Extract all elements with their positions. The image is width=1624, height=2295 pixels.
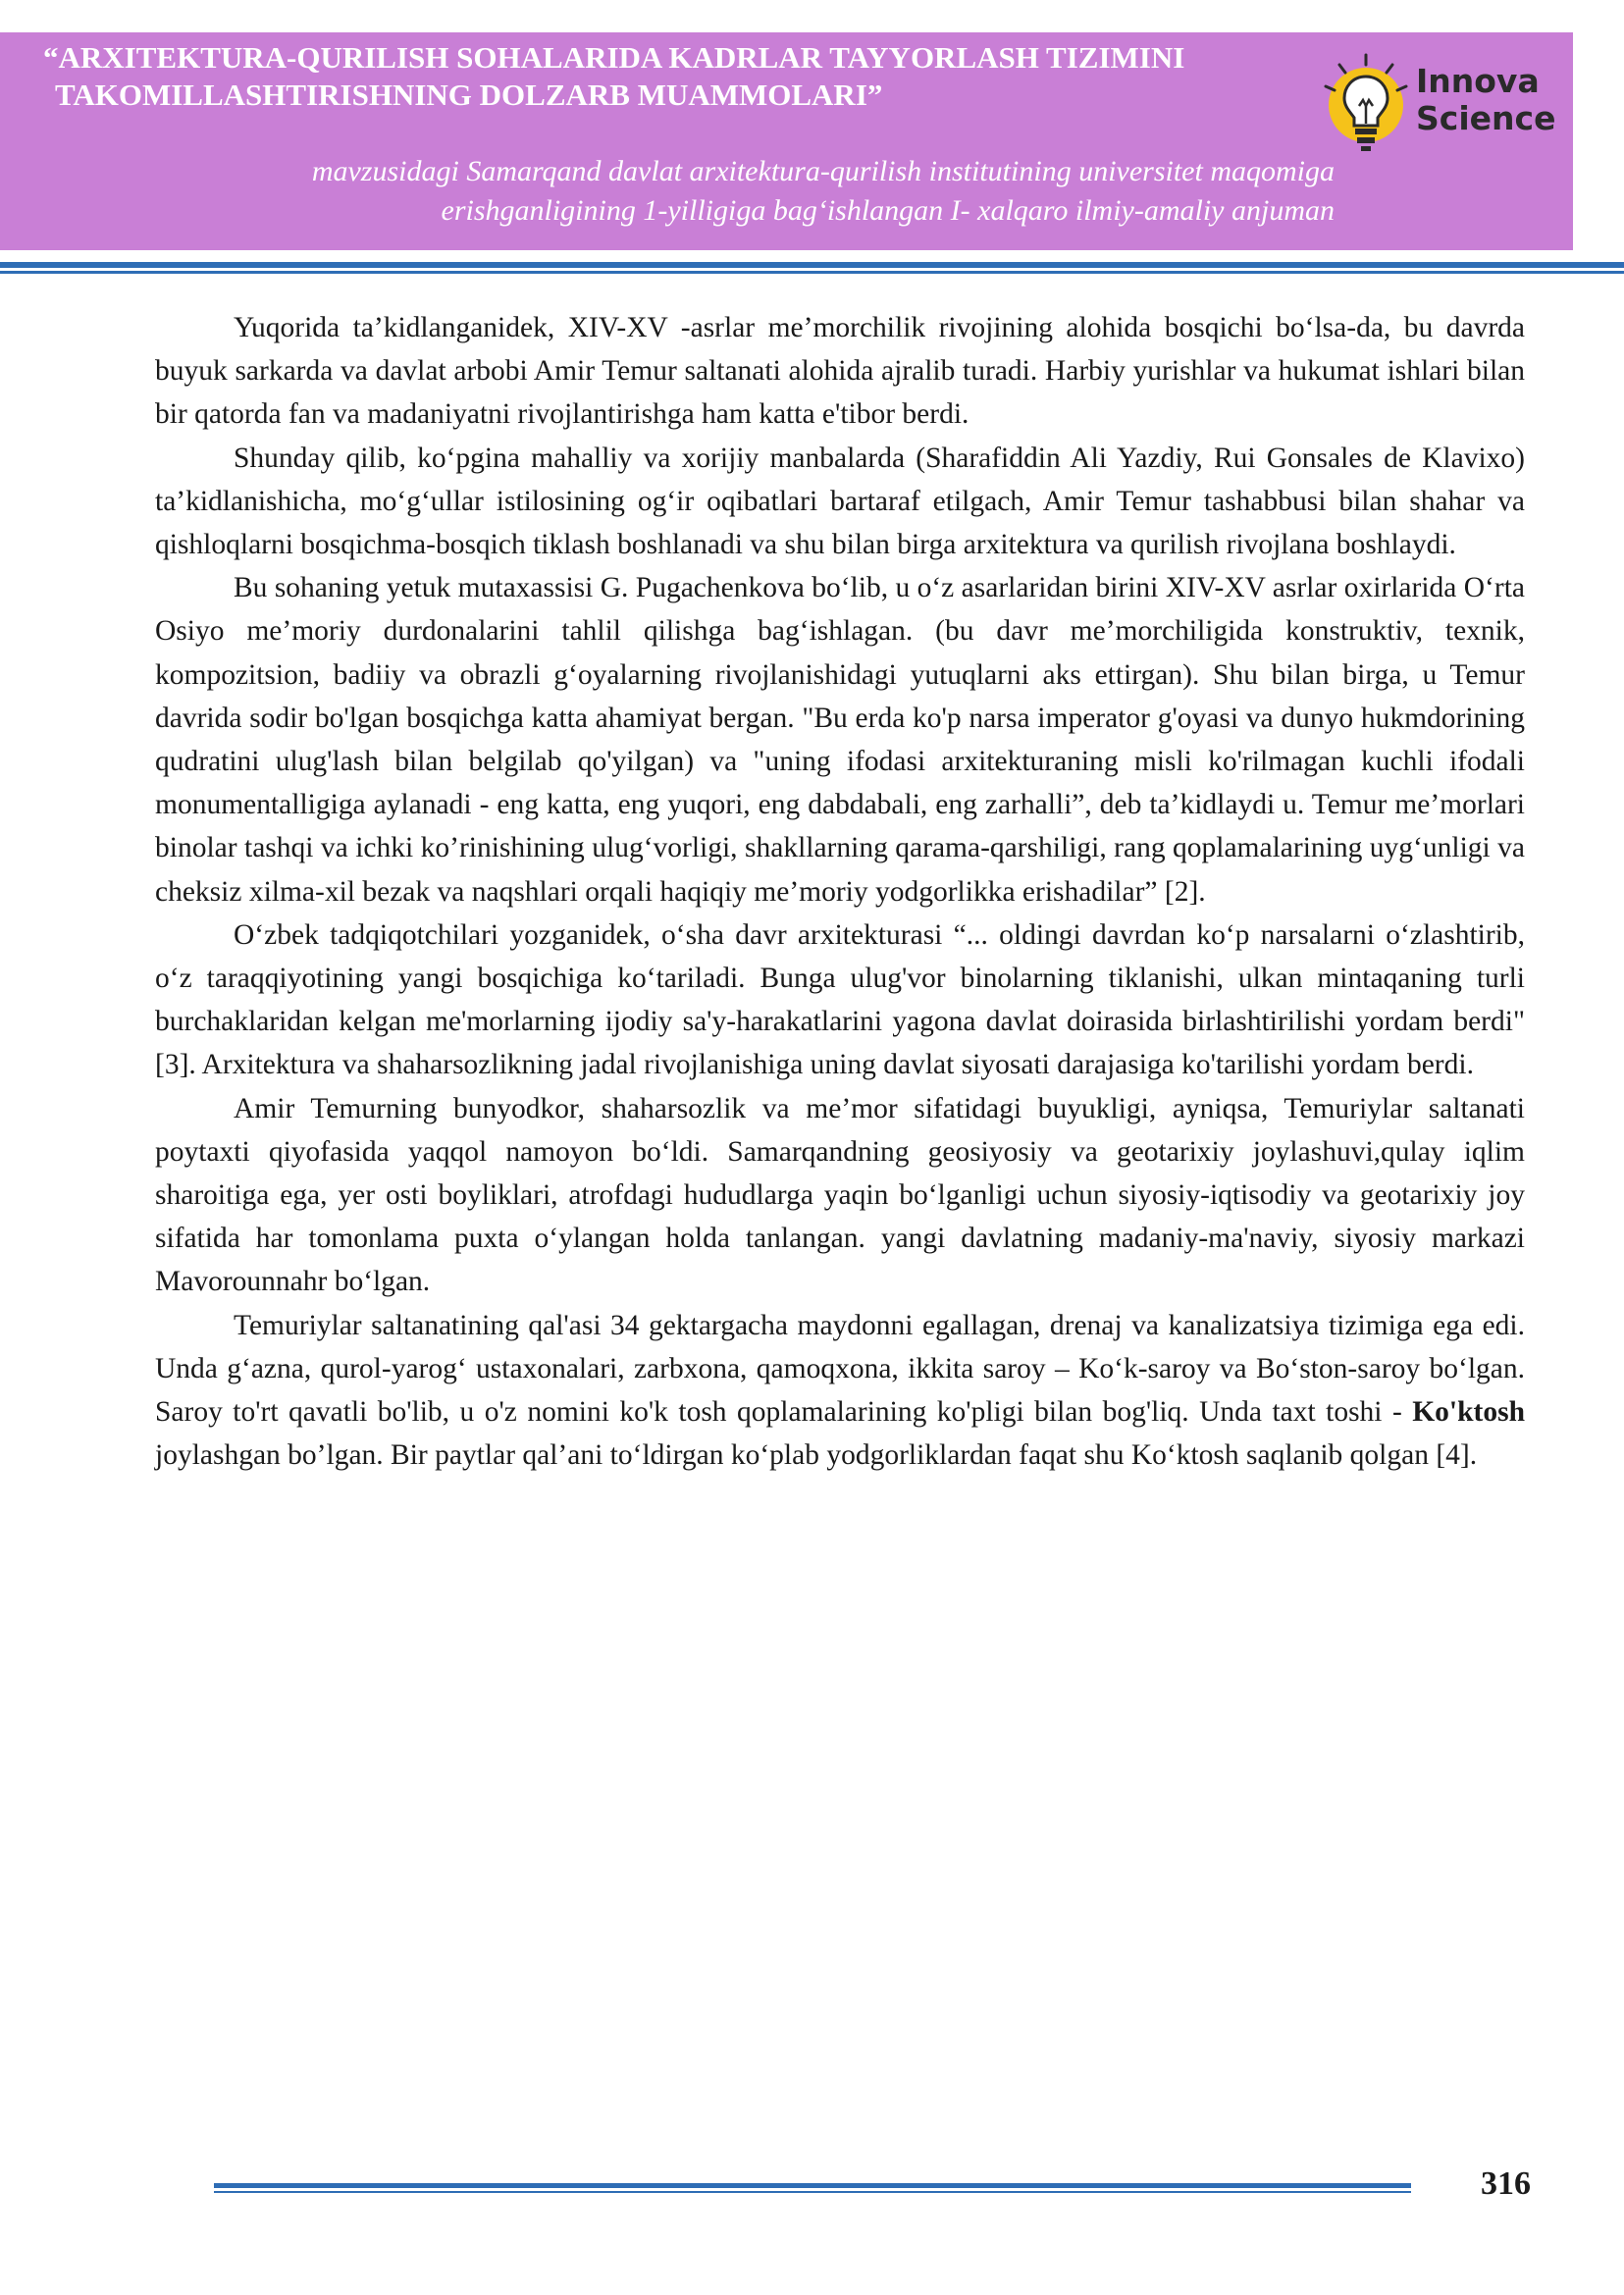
header-rule (0, 261, 1624, 277)
article-body (155, 306, 1525, 1477)
footer-rule (214, 2183, 1411, 2195)
paragraph-3: Bu sohaning yetuk mutaxassisi G. Pugachenkova bo‘lib, u o‘z asarlaridan birini XIV-XV asrlar oxirlarida O‘rta Osiyo me’moriy durdonalarini tahlil qilishga bag‘ishlagan. (bu davr me’morchiligida konstruktiv, texnik, kompozitsion, badiiy va obrazli g‘oyalarning rivojlanishidagi yutuqlarni aks ettirgan). Shu bilan birga, u Temur davrida sodir bo'lgan bosqichga katta ahamiyat bergan. "Bu erda ko'p narsa imperator g'oyasi va dunyo hukmdorining qudratini ulug'lash bilan belgilab qo'yilgan) va "uning ifodasi arxitekturaning misli ko'rilmagan kuchli ifodali monumentalligiga aylanadi - eng katta, eng yuqori, eng dabdabali, eng zarhalli”, deb ta’kidlaydi u. Temur me’morlari binolar tashqi va ichki ko’rinishining ulug‘vorligi, shakllarning qarama-qarshiligi, rang qoplamalarining uyg‘unligi va cheksiz xilma-xil bezak va naqshlari orqali haqiqiy me’moriy yodgorlikka erishadilar” [2]. (155, 572, 1525, 908)
paragraph-4: O‘zbek tadqiqotchilari yozganidek, o‘sha davr arxitekturasi “... oldingi davrdan ko‘p narsalarni o‘zlashtirib, o‘z taraqqiyotining yangi bosqichiga ko‘tariladi. Bunga ulug'vor binolarning tiklanishi, ulkan mintaqaning turli burchaklaridan kelgan me'morlarning ijodiy sa'y-harakatlarini yagona davlat doirasida birlashtirilishi yordam berdi" [3]. Arxitektura va shaharsozlikning jadal rivojlanishiga uning davlat siyosati darajasiga ko'tarilishi yordam berdi. (155, 918, 1525, 1081)
conference-subtitle-line-2: erishganligining 1-yilligiga bag‘ishlangan I- xalqaro ilmiy-amaliy anjuman (441, 194, 1335, 227)
logo-word-innova: Innova (1416, 62, 1540, 100)
paragraph-5: Amir Temurning bunyodkor, shaharsozlik va me’mor sifatidagi buyukligi, ayniqsa, Temuriylar saltanati poytaxti qiyofasida yaqqol namoyon bo‘ldi. Samarqandning geosiyosiy va geotarixiy joylashuvi,qulay iqlim sharoitiga ega, yer osti boyliklari, atrofdagi hududlarga yaqin bo‘lganligi uchun siyosiy-iqtisodiy va geotarixiy joy sifatida har tomonlama puxta o‘ylangan holda tanlangan. yangi davlatning madaniy-ma'naviy, siyosiy markazi Mavorounnahr bo‘lgan. (155, 1092, 1525, 1298)
conference-title-line-2: TAKOMILLASHTIRISHNING DOLZARB MUAMMOLARI” (55, 78, 883, 112)
conference-title-line-1: “ARXITEKTURA-QURILISH SOHALARIDA KADRLAR TAYYORLASH TIZIMINI (43, 40, 1185, 75)
innova-science-logo (1320, 51, 1560, 159)
paragraph-6 (155, 1304, 1525, 1478)
paragraph-1: Yuqorida ta’kidlanganidek, XIV-XV -asrlar me’morchilik rivojining alohida bosqichi bo‘lsa-da, bu davrda buyuk sarkarda va davlat arbobi Amir Temur saltanati alohida ajralib turadi. Harbiy yurishlar va hukumat ishlari bilan bir qatorda fan va madaniyatni rivojlantirishga ham katta e'tibor berdi. (155, 312, 1525, 431)
conference-title (43, 39, 1319, 114)
conference-subtitle (118, 152, 1335, 231)
page-number: 316 (1481, 2165, 1531, 2202)
paragraph-6-text-before: Temuriylar saltanatining qal'asi 34 gektargacha maydonni egallagan, drenaj va kanalizatsiya tizimiga ega edi. Unda g‘azna, qurol-yarog‘ ustaxonalari, zarbxona, qamoqxona, ikkita saroy – Ko‘k-saroy va Bo‘ston-saroy bo‘lgan. Saroy to'rt qavatli bo'lib, u o'z nomini ko'k tosh qoplamalarining ko'pligi bilan bog'liq. Unda taxt toshi - (155, 1309, 1525, 1429)
lightbulb-icon (1320, 51, 1413, 157)
koktosh-bold-term: Ko'ktosh (1412, 1396, 1525, 1429)
conference-subtitle-line-1: mavzusidagi Samarqand davlat arxitektura-qurilish institutining universitet maqomiga (311, 155, 1335, 187)
logo-word-science: Science (1416, 99, 1556, 137)
logo-wordmark (1416, 63, 1555, 137)
paragraph-6-text-after: joylashgan bo’lgan. Bir paytlar qal’ani to‘ldirgan ko‘plab yodgorliklardan faqat shu Ko‘ktosh saqlanib qolgan [4]. (155, 1439, 1478, 1472)
paragraph-2: Shunday qilib, ko‘pgina mahalliy va xorijiy manbalarda (Sharafiddin Ali Yazdiy, Rui Gonsales de Klavixo) ta’kidlanishicha, mo‘g‘ullar istilosining og‘ir oqibatlari bartaraf etilgach, Amir Temur tashabbusi bilan shahar va qishloqlarni bosqichma-bosqich tiklash boshlanadi va shu bilan birga arxitektura va qurilish rivojlana boshlaydi. (155, 442, 1525, 561)
